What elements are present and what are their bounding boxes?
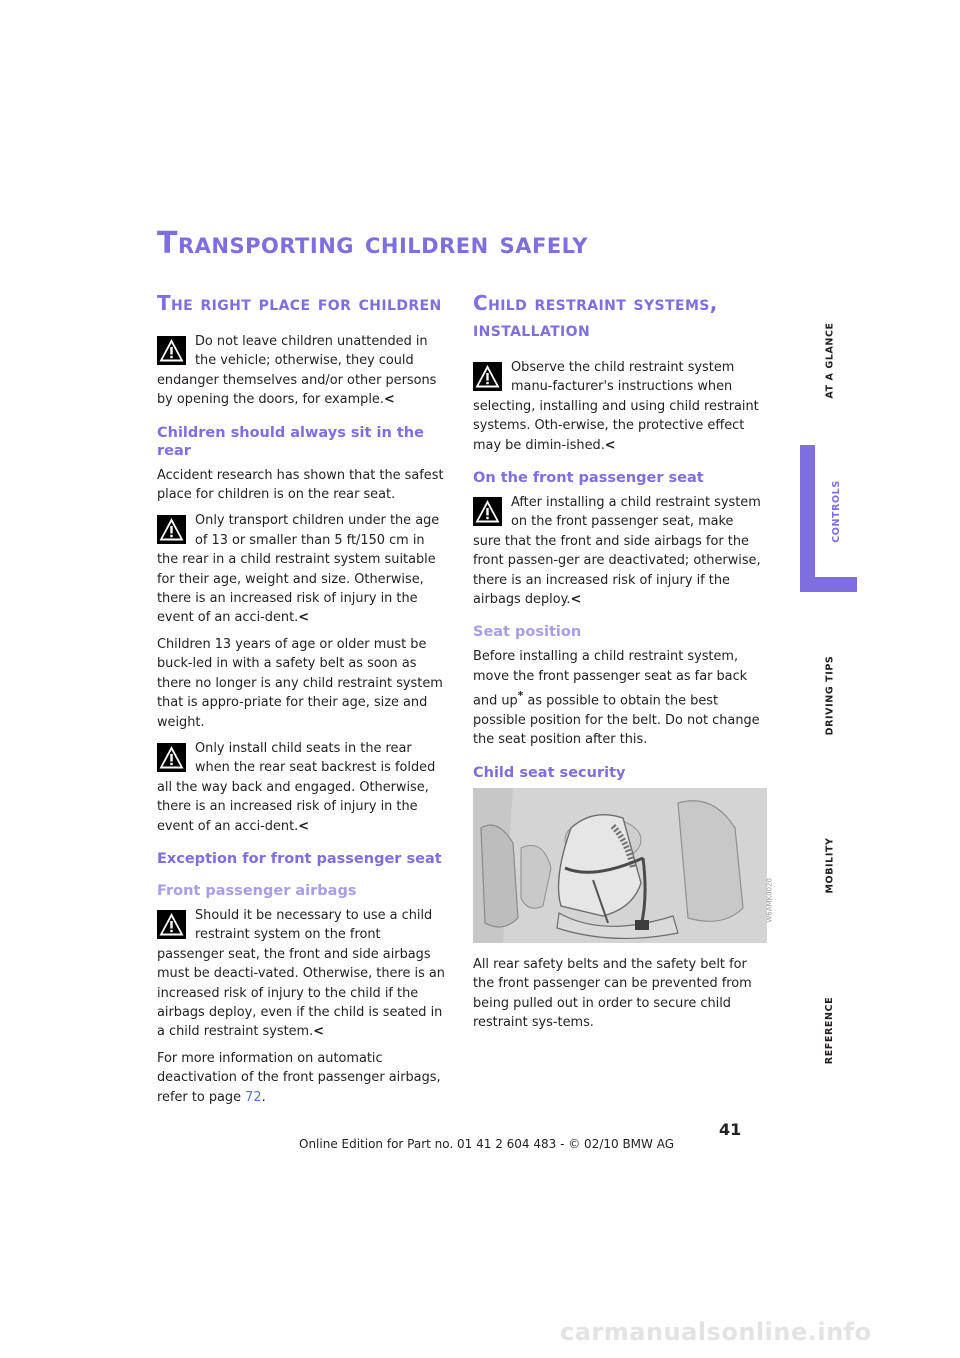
sidebar-tab-reference[interactable]: REFERENCE [824, 996, 836, 1064]
sidebar-tab-controls[interactable]: CONTROLS [800, 445, 857, 592]
sub-subheading: Seat position [473, 624, 582, 641]
warning-paragraph: After installing a child restraint system on the front passenger seat, make sure that the front and side airbags for the front passen-ger are deactivated; otherwise, there is an increased risk of injury if the airbags deploy.< [473, 495, 761, 608]
child-seat-drawing [473, 788, 767, 943]
body-paragraph: For more information on automatic deactivation of the front passenger airbags, refer to page 72. [157, 1050, 441, 1105]
warning-paragraph: Only transport children under the age of 13 or smaller than 5 ft/150 cm in the rear in a child restraint system suitable for their age, weight and size. Otherwise, there is an increased risk of injury in the event of an acci-dent.< [157, 513, 440, 626]
optional-equipment-star: * [517, 689, 524, 703]
watermark: carmanualsonline.info [560, 1318, 872, 1346]
subheading: Exception for front passenger seat [157, 850, 442, 867]
page-link[interactable]: 72 [245, 1089, 262, 1105]
section-heading: The right place for children [157, 291, 442, 315]
body-paragraph: Before installing a child restraint system, move the front passenger seat as far back and up* as possible to obtain the best possible position for the belt. Do not change the seat position after this. [473, 649, 760, 748]
figure-code: W6AMK0020 [766, 877, 774, 923]
subheading: On the front passenger seat [473, 470, 704, 487]
sidebar-tab-mobility[interactable]: MOBILITY [824, 836, 836, 894]
warning-paragraph: Do not leave children unattended in the vehicle; otherwise, they could endanger themselves and/or other persons by opening the doors, for example.< [157, 334, 437, 408]
warning-icon [157, 336, 186, 365]
sub-subheading: Front passenger airbags [157, 882, 357, 899]
warning-paragraph: Only install child seats in the rear when the rear seat backrest is folded all the way back and engaged. Otherwise, there is an increased risk of injury in the event of an acci-dent.< [157, 740, 436, 834]
warning-paragraph: Observe the child restraint system manu-facturer's instructions when selecting, installing and using child restraint systems. Oth-erwise, the protective effect may be dimin-ished.< [473, 360, 759, 453]
body-paragraph: Accident research has shown that the safest place for children is on the rear seat. [157, 467, 444, 503]
warning-icon [473, 362, 502, 391]
footer-edition: Online Edition for Part no. 01 41 2 604 483 - © 02/10 BMW AG [299, 1137, 675, 1151]
warning-paragraph: Should it be necessary to use a child restraint system on the front passenger seat, the front and side airbags must be deacti-vated. Otherwise, there is an increased risk of injury to the child if the airbags deploy, even if the child is seated in a child restraint system.< [157, 907, 445, 1040]
warning-icon [473, 497, 502, 526]
warning-icon [157, 743, 186, 772]
subheading: Child seat security [473, 764, 626, 781]
page-title: Transporting children safely [157, 226, 588, 261]
section-heading: Child restraint systems, installation [473, 291, 718, 341]
right-column [473, 290, 774, 1039]
chapter-sidebar [800, 0, 860, 1358]
subheading: Children should always sit in the rear [157, 424, 424, 459]
page-number: 41 [719, 1120, 742, 1139]
body-paragraph: All rear safety belts and the safety belt for the front passenger can be prevented from being pulled out in order to secure child restraint sys-tems. [473, 956, 752, 1031]
warning-icon [157, 515, 186, 544]
sidebar-tab-at-a-glance[interactable]: AT A GLANCE [824, 321, 836, 399]
warning-icon [157, 910, 186, 939]
body-paragraph: Children 13 years of age or older must be buck-led in with a safety belt as soon as there no longer is any child restraint system that is appro-priate for their age, size and weight. [157, 636, 443, 730]
sidebar-tab-driving-tips[interactable]: DRIVING TIPS [824, 655, 836, 735]
child-seat-illustration [473, 788, 774, 943]
left-column [157, 290, 449, 1114]
